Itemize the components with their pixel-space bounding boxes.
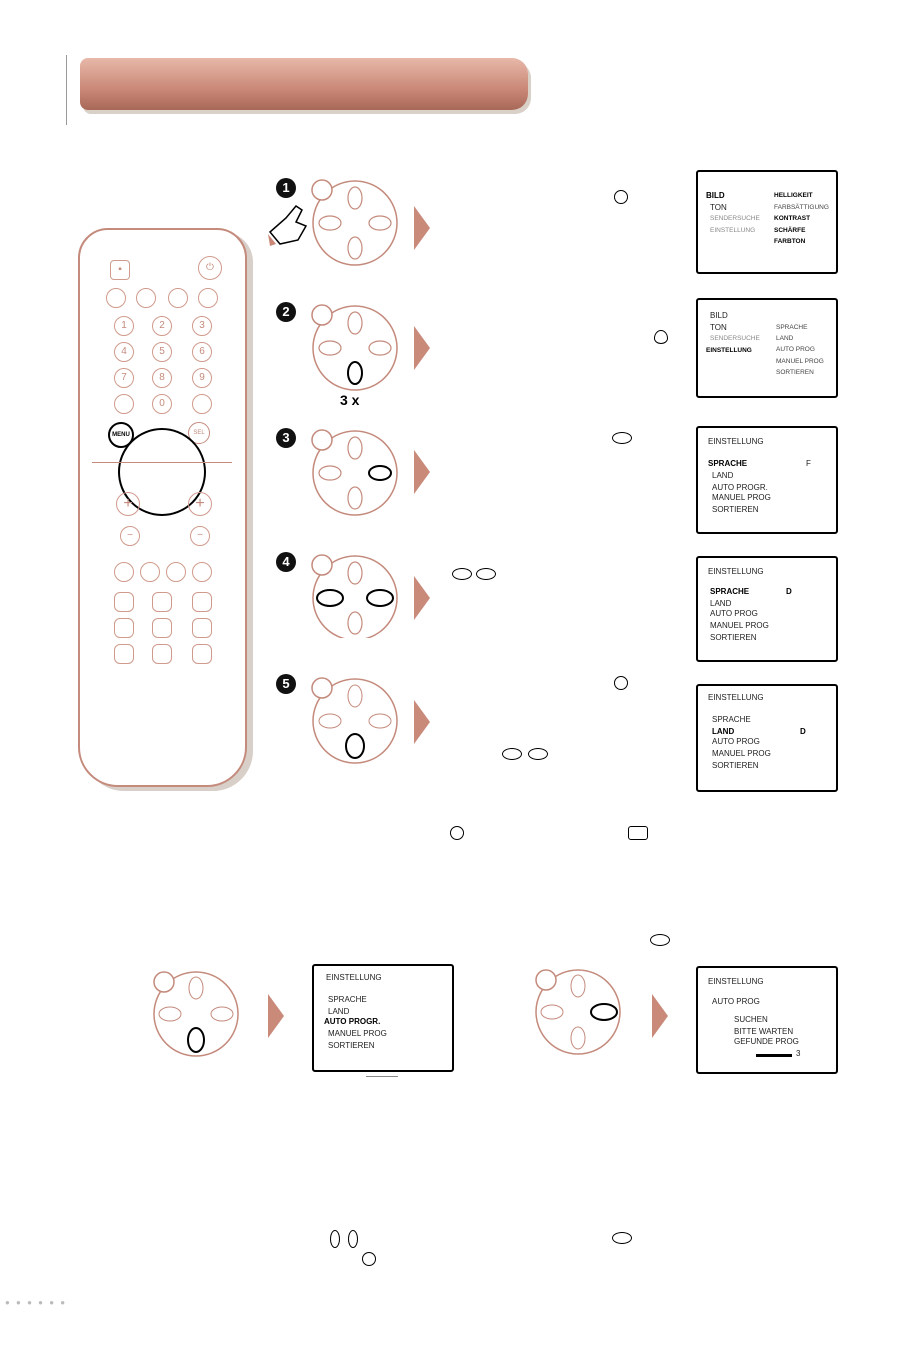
menu-value: F bbox=[806, 459, 811, 468]
mute-button-icon: ▪ bbox=[110, 260, 130, 280]
menu-key-icon bbox=[614, 190, 628, 204]
submenu-item: FARBSÄTTIGUNG bbox=[774, 204, 829, 211]
menu-value: D bbox=[800, 727, 806, 736]
cursor-up-icon bbox=[330, 1230, 340, 1248]
remote-key-icon bbox=[192, 644, 212, 664]
submenu-item: SORTIEREN bbox=[776, 369, 814, 376]
menu-item: SORTIEREN bbox=[712, 761, 759, 770]
submenu-item: SPRACHE bbox=[776, 324, 808, 331]
menu-item: SPRACHE bbox=[710, 587, 750, 596]
tv-screen-2 bbox=[696, 298, 838, 398]
step-arrow-icon bbox=[414, 576, 430, 620]
cursor-left-icon bbox=[452, 568, 472, 580]
menu-item: SUCHEN bbox=[734, 1015, 768, 1024]
sel-button-icon: SEL bbox=[188, 422, 210, 444]
remote-key-icon bbox=[166, 562, 186, 582]
tv-screen-5 bbox=[696, 684, 838, 792]
screen-title: EINSTELLUNG bbox=[326, 973, 382, 982]
remote-key-icon bbox=[140, 562, 160, 582]
menu-item: TON bbox=[710, 323, 727, 332]
step-4-number: 4 bbox=[276, 552, 296, 572]
digit-5-icon: 5 bbox=[152, 342, 172, 362]
menu-item: BILD bbox=[706, 191, 725, 200]
submenu-item: KONTRAST bbox=[774, 215, 811, 222]
submenu-item: MANUEL PROG bbox=[776, 358, 824, 365]
menu-item: EINSTELLUNG bbox=[706, 347, 752, 354]
remote-key-icon bbox=[106, 288, 126, 308]
step-3-number: 3 bbox=[276, 428, 296, 448]
screen-title: EINSTELLUNG bbox=[708, 437, 764, 446]
step-5-number: 5 bbox=[276, 674, 296, 694]
submenu-item: FARBTON bbox=[774, 238, 806, 245]
remote-key-icon bbox=[114, 562, 134, 582]
remote-key-icon bbox=[192, 592, 212, 612]
power-icon: ⏻ bbox=[198, 256, 222, 280]
menu-item: SORTIEREN bbox=[328, 1041, 375, 1050]
remote-key-icon bbox=[152, 592, 172, 612]
cursor-pad-bottom-left-icon bbox=[150, 968, 250, 1060]
remote-key-icon bbox=[152, 618, 172, 638]
cursor-right-icon bbox=[650, 934, 670, 946]
header-banner bbox=[80, 58, 528, 110]
remote-callout-line bbox=[92, 462, 232, 463]
menu-key-icon bbox=[450, 826, 464, 840]
submenu-item: LAND bbox=[776, 335, 794, 342]
menu-item: TON bbox=[710, 203, 727, 212]
menu-item: LAND bbox=[710, 599, 732, 608]
menu-item: SPRACHE bbox=[328, 995, 367, 1004]
cursor-right-icon bbox=[612, 432, 632, 444]
remote-key-icon bbox=[136, 288, 156, 308]
tv-screen-6 bbox=[312, 964, 454, 1072]
cursor-pad-bottom-right-icon bbox=[532, 966, 632, 1058]
tv-key-icon bbox=[628, 826, 648, 840]
screen-title: EINSTELLUNG bbox=[708, 693, 764, 702]
plus-icon: + bbox=[188, 492, 212, 516]
digit-8-icon: 8 bbox=[152, 368, 172, 388]
screen-underline bbox=[366, 1076, 398, 1077]
submenu-item: SCHÄRFE bbox=[774, 227, 806, 234]
submenu-item: HELLIGKEIT bbox=[774, 192, 813, 199]
header-rule bbox=[66, 55, 67, 125]
cursor-right-icon bbox=[528, 748, 548, 760]
menu-item: SORTIEREN bbox=[712, 505, 759, 514]
menu-item: SORTIEREN bbox=[710, 633, 757, 642]
step-arrow-icon bbox=[652, 994, 668, 1038]
digit-2-icon: 2 bbox=[152, 316, 172, 336]
pressing-hand-icon bbox=[266, 196, 316, 246]
digit-3-icon: 3 bbox=[192, 316, 212, 336]
minus-icon: − bbox=[190, 526, 210, 546]
step-arrow-icon bbox=[414, 450, 430, 494]
menu-item: SPRACHE bbox=[708, 459, 748, 468]
screen-title: EINSTELLUNG bbox=[708, 977, 764, 986]
footer-dots: ● ● ● ● ● ● bbox=[5, 1298, 68, 1307]
plus-icon: + bbox=[116, 492, 140, 516]
menu-value: D bbox=[786, 587, 792, 596]
found-count: 3 bbox=[796, 1049, 801, 1058]
menu-item: AUTO PROG bbox=[712, 737, 760, 746]
minus-icon: − bbox=[120, 526, 140, 546]
menu-item: MANUEL PROG bbox=[712, 749, 771, 758]
remote-key-icon bbox=[114, 394, 134, 414]
menu-item: GEFUNDE PROG bbox=[734, 1037, 799, 1046]
remote-key-icon bbox=[114, 644, 134, 664]
cursor-down-icon bbox=[614, 676, 628, 690]
menu-item: LAND bbox=[712, 727, 735, 736]
remote-key-icon bbox=[114, 592, 134, 612]
cursor-left-icon bbox=[502, 748, 522, 760]
cursor-right-icon bbox=[476, 568, 496, 580]
menu-item: EINSTELLUNG bbox=[710, 227, 756, 234]
remote-key-icon bbox=[198, 288, 218, 308]
menu-item: SENDERSUCHE bbox=[710, 335, 760, 342]
cursor-down-icon bbox=[654, 330, 668, 344]
menu-item: AUTO PROG bbox=[710, 609, 758, 618]
remote-key-icon bbox=[192, 394, 212, 414]
remote-key-icon bbox=[192, 562, 212, 582]
menu-item: BITTE WARTEN bbox=[734, 1027, 794, 1036]
screen-title: EINSTELLUNG bbox=[708, 567, 764, 576]
press-count: 3 x bbox=[340, 392, 360, 408]
tv-screen-4 bbox=[696, 556, 838, 662]
cursor-pad-illustrations bbox=[310, 178, 430, 638]
menu-item: LAND bbox=[328, 1007, 350, 1016]
tv-screen-7 bbox=[696, 966, 838, 1074]
digit-7-icon: 7 bbox=[114, 368, 134, 388]
menu-item: SPRACHE bbox=[712, 715, 751, 724]
remote-key-icon bbox=[168, 288, 188, 308]
step-1-number: 1 bbox=[276, 178, 296, 198]
menu-item: BILD bbox=[710, 311, 728, 320]
progress-bar bbox=[756, 1054, 792, 1057]
digit-0-icon: 0 bbox=[152, 394, 172, 414]
menu-item: MANUEL PROG bbox=[712, 493, 771, 502]
tv-screen-1 bbox=[696, 170, 838, 274]
step-arrow-icon bbox=[414, 700, 430, 744]
cursor-down-icon bbox=[348, 1230, 358, 1248]
remote-key-icon bbox=[152, 644, 172, 664]
step-2-number: 2 bbox=[276, 302, 296, 322]
digit-9-icon: 9 bbox=[192, 368, 212, 388]
step-arrow-icon bbox=[414, 206, 430, 250]
menu-item: MANUEL PROG bbox=[710, 621, 769, 630]
tv-screen-3 bbox=[696, 426, 838, 534]
menu-item: AUTO PROGR. bbox=[324, 1017, 381, 1026]
menu-item: MANUEL PROG bbox=[328, 1029, 387, 1038]
digit-6-icon: 6 bbox=[192, 342, 212, 362]
menu-button-icon: MENU bbox=[108, 422, 134, 448]
menu-item: SENDERSUCHE bbox=[710, 215, 760, 222]
menu-item: AUTO PROGR. bbox=[712, 483, 768, 492]
digit-1-icon: 1 bbox=[114, 316, 134, 336]
screen-subtitle: AUTO PROG bbox=[712, 997, 760, 1006]
step-arrow-icon bbox=[268, 994, 284, 1038]
remote-control bbox=[78, 228, 247, 787]
step-arrow-icon bbox=[414, 326, 430, 370]
digit-4-icon: 4 bbox=[114, 342, 134, 362]
menu-key-icon bbox=[362, 1252, 376, 1266]
cursor-right-icon bbox=[612, 1232, 632, 1244]
submenu-item: AUTO PROG bbox=[776, 346, 815, 353]
menu-item: LAND bbox=[712, 471, 734, 480]
remote-key-icon bbox=[192, 618, 212, 638]
remote-key-icon bbox=[114, 618, 134, 638]
cursor-pad-step5-icon bbox=[310, 676, 410, 776]
